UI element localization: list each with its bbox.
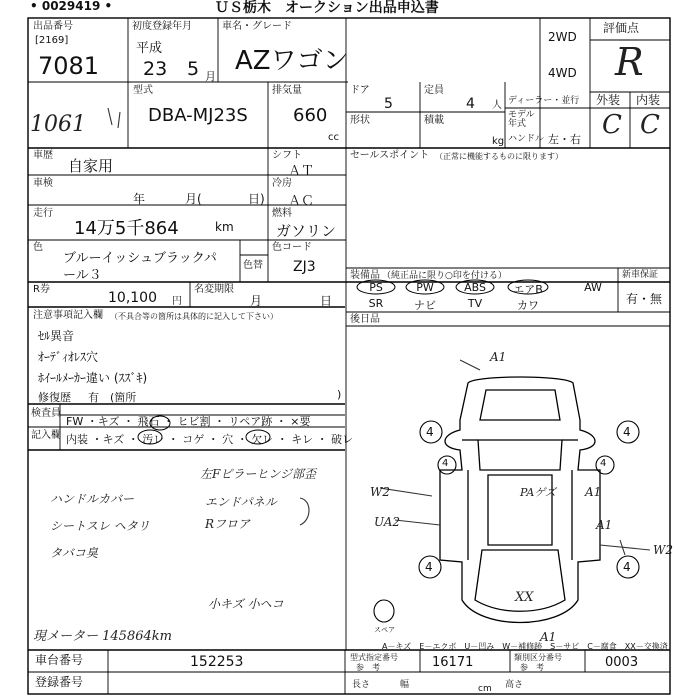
- interior-label: 内装: [636, 93, 661, 107]
- dealer-label: ディーラー・並行: [508, 96, 580, 106]
- equipment-note: （純正品に限り○印を付ける）: [382, 271, 507, 281]
- tire-fr: 4: [623, 425, 631, 439]
- hw-note-5: エンドパネル: [205, 495, 277, 509]
- repair-label: 修復歴: [38, 391, 71, 404]
- mark-a1-right-2: A1: [596, 518, 613, 532]
- color-label: 色: [33, 242, 43, 253]
- plate-width: 幅: [400, 680, 410, 690]
- inspection-month: 月(: [185, 192, 202, 206]
- registration-month: 5: [187, 58, 200, 80]
- notes-line-1: ｾﾙ異音: [38, 329, 75, 343]
- equip-tv: TV: [467, 297, 483, 310]
- mark-pa: PAゲズ: [520, 486, 556, 499]
- inspector-row-1: FW ・キズ ・ 飛石 ・ ヒビ割 ・ リペア跡 ・ ×要: [66, 415, 311, 428]
- title-deadline-month: 月: [250, 294, 263, 308]
- type-spec-value: 16171: [432, 655, 474, 670]
- color-code-label: 色コード: [272, 242, 312, 253]
- registration-label: 初度登録年月: [132, 21, 192, 32]
- capacity-label: 定員: [424, 85, 444, 96]
- model-name: AZワゴン: [235, 46, 349, 76]
- sales-point-note: （正常に機能するものに限ります）: [435, 152, 563, 161]
- color-code: ZJ3: [293, 259, 316, 275]
- mileage-value: 14万5千864: [74, 218, 179, 239]
- aftermarket-label: 後日品: [350, 314, 380, 325]
- hw-note-6: Rフロア: [205, 517, 251, 531]
- grade-label: 評価点: [603, 21, 640, 35]
- displacement-label: 排気量: [272, 85, 302, 96]
- mileage-label: 走行: [33, 208, 53, 219]
- new-warranty-value: 有・無: [626, 292, 663, 306]
- title-deadline-day: 日: [320, 294, 333, 308]
- recycle-value: 10,100: [108, 290, 157, 306]
- notes-line-3: ﾎｲｰﾙﾒｰｶｰ違い (ｽｽﾞｷ): [38, 371, 148, 385]
- inspector-label-1: 検査員: [31, 408, 61, 419]
- mark-xx: XX: [515, 590, 534, 605]
- damage-legend: A－キズ E－エクボ U－凹み W－補修跡 S－サビ C－腐食 XX－交換済: [382, 642, 668, 651]
- hw-note-8: 現メーター 145864km: [33, 629, 172, 644]
- sales-point-label: セールスポイント: [350, 150, 430, 161]
- model-label: 車名・グレード: [222, 21, 292, 32]
- mileage-unit: km: [215, 220, 234, 234]
- ac-label: 冷房: [272, 178, 292, 189]
- hw-note-2: シートスレ ヘタリ: [50, 519, 150, 533]
- inspection-label: 車検: [33, 178, 53, 189]
- displacement-unit: cc: [328, 132, 339, 143]
- repaint-label: 色替: [243, 260, 263, 271]
- class-label-1: 類別区分番号: [514, 653, 562, 662]
- class-value: 0003: [605, 655, 639, 670]
- load-label: 積載: [424, 115, 444, 126]
- tire-rr: 4: [623, 560, 631, 574]
- notes-line-2: ｵｰﾃﾞｨｵﾚｽ穴: [38, 350, 99, 364]
- notes-label: 注意事項記入欄: [33, 310, 103, 321]
- mark-w2-left: W2: [370, 485, 390, 499]
- category-label: 車歴: [33, 150, 53, 161]
- equip-sr: SR: [368, 297, 384, 310]
- tire-fl: 4: [426, 425, 434, 439]
- model-year-label: モデル 年式: [508, 110, 535, 129]
- lot-sub: [2169]: [35, 35, 69, 46]
- ac-value: ＡＣ: [288, 194, 315, 209]
- shift-value: ＡＴ: [288, 164, 315, 179]
- inspector-row-2: 内装 ・キズ ・ 汚レ ・ コゲ ・ 穴 ・ 欠レ ・ キレ ・ 破レ: [66, 433, 354, 446]
- handle-value: 左・右: [548, 133, 581, 146]
- spare-label: スペア: [374, 626, 395, 634]
- plate-unit: cm: [478, 684, 492, 694]
- tire-mid-l: 4: [442, 458, 449, 469]
- mark-a1-right-1: A1: [585, 485, 602, 499]
- color-value-1: ブルーイッシュブラックパ: [63, 251, 217, 266]
- displacement-value: 660: [293, 105, 328, 126]
- mark-w2-right: W2: [653, 543, 673, 557]
- chassis-value: 152253: [190, 654, 244, 670]
- equip-ps: PS: [369, 281, 383, 294]
- category-value: 自家用: [68, 157, 114, 175]
- registration-month-unit: 月: [205, 70, 216, 83]
- hw-note-7: 小キズ 小ヘコ: [208, 597, 284, 611]
- drive-2wd: 2WD: [548, 30, 577, 44]
- color-value-2: ール３: [63, 268, 102, 283]
- new-warranty-label: 新車保証: [622, 270, 659, 280]
- chassis-label: 車台番号: [35, 653, 84, 667]
- inspector-label-2: 記入欄: [31, 430, 61, 441]
- doors-label: ドア: [350, 85, 370, 96]
- load-unit: kg: [492, 136, 505, 147]
- doc-title: ＵＳ栃木 オークション出品申込書: [215, 0, 439, 16]
- inspection-day: 日): [248, 192, 265, 206]
- handle-label: ハンドル: [508, 134, 545, 144]
- shape-label: 形状: [350, 115, 370, 126]
- lot-number: 7081: [38, 52, 100, 80]
- title-deadline-label: 名変期限: [194, 284, 234, 295]
- capacity-unit: 人: [492, 100, 502, 111]
- inspection-year: 年: [133, 192, 146, 206]
- interior-grade: C: [640, 110, 660, 140]
- lot-label: 出品番号: [33, 21, 73, 32]
- equip-navi: ナビ: [414, 299, 436, 312]
- mark-ua2: UA2: [374, 515, 401, 529]
- type-value: DBA-MJ23S: [148, 105, 248, 126]
- doc-serial: • 0029419 •: [30, 0, 113, 13]
- exterior-grade: C: [602, 110, 622, 140]
- mark-a1-top: A1: [490, 350, 507, 364]
- mark-a1-bottom: A1: [540, 630, 557, 644]
- hw-note-3: タバコ臭: [50, 546, 98, 560]
- type-spec-label-2: 参 考: [356, 663, 380, 672]
- registration-era: 平成: [136, 41, 163, 56]
- grade-value: R: [615, 40, 644, 84]
- repair-value: 有 (箇所: [88, 391, 137, 404]
- equip-pw: PW: [416, 281, 434, 294]
- tire-mid-r: 4: [600, 458, 607, 469]
- repair-close: ): [337, 388, 342, 401]
- capacity-value: 4: [466, 96, 475, 112]
- fuel-label: 燃料: [272, 208, 292, 219]
- drive-4wd: 4WD: [548, 66, 577, 80]
- fuel-value: ガソリン: [276, 222, 337, 240]
- equipment-label: 装備品: [350, 270, 380, 281]
- lot-handwritten: 1061: [30, 112, 86, 137]
- type-spec-label-1: 型式指定番号: [350, 653, 398, 662]
- shift-label: シフト: [272, 150, 302, 161]
- recycle-label: R券: [33, 284, 50, 295]
- equip-abs: ABS: [464, 281, 486, 294]
- plate-height: 高さ: [505, 680, 524, 690]
- tire-rl: 4: [425, 560, 433, 574]
- plate-length: 長さ: [352, 680, 371, 690]
- equip-airbag: エアB: [513, 283, 543, 296]
- equip-leather: カワ: [517, 299, 539, 312]
- hw-note-4: 左Fピラーヒンジ部歪: [200, 467, 317, 481]
- equip-aw: AW: [584, 281, 602, 294]
- class-label-2: 参 考: [520, 663, 544, 672]
- recycle-unit: 円: [172, 296, 182, 307]
- plate-label: 登録番号: [35, 675, 84, 689]
- registration-year: 23: [143, 58, 168, 80]
- exterior-label: 外装: [596, 93, 621, 107]
- type-label: 型式: [133, 85, 153, 96]
- hw-note-1: ハンドルカバー: [50, 492, 135, 506]
- doors-value: 5: [384, 96, 393, 112]
- notes-note: （不具合等の箇所は具体的に記入して下さい）: [110, 312, 278, 321]
